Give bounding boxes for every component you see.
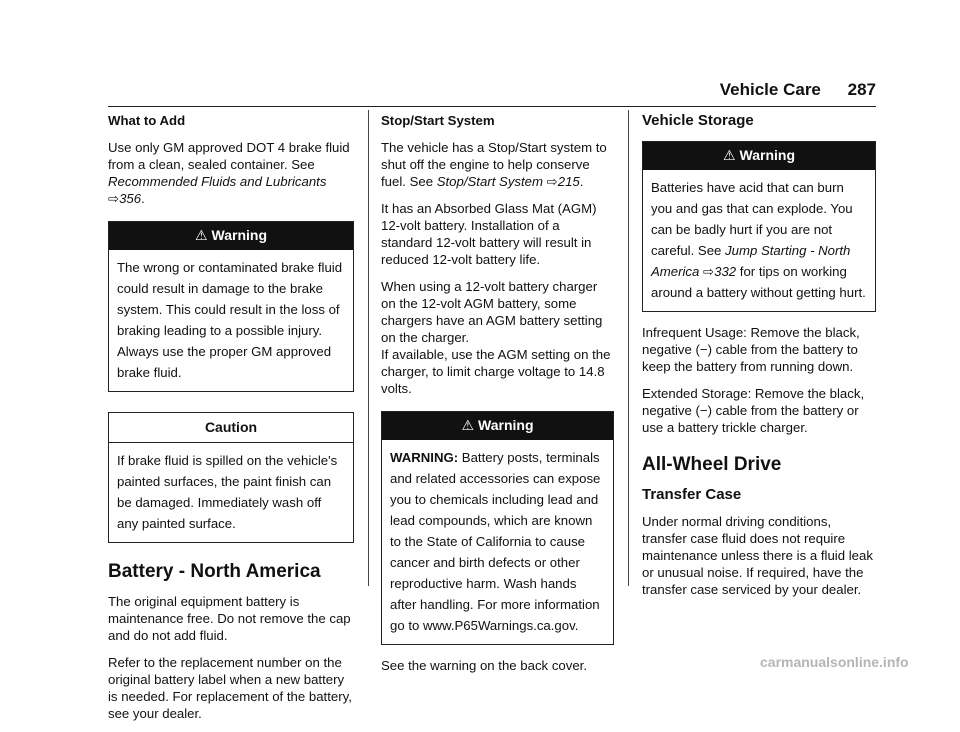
battery-paragraph-1: The original equipment battery is maintenance free. Do not remove the cap and do not add fluid.	[108, 594, 351, 643]
caution-box	[108, 412, 354, 543]
warning-header	[382, 412, 613, 440]
xref-page-215[interactable]: 215	[557, 174, 580, 189]
warning-title: Warning	[478, 417, 534, 433]
page-ref-arrow-icon: ⇨	[546, 174, 558, 189]
page-ref-arrow-icon: ⇨	[703, 264, 715, 279]
watermark: carmanualsonline.info	[760, 654, 909, 670]
infrequent-usage-paragraph: Infrequent Usage: Remove the black, negative (−) cable from the battery to keep the battery from running down.	[642, 325, 860, 374]
vehicle-storage-heading: Vehicle Storage	[642, 112, 754, 129]
xref-stop-start-system[interactable]: Stop/Start System	[436, 174, 543, 189]
charger-text-b: If available, use the AGM setting on the charger, to limit charge voltage to 14.8 volts.	[381, 347, 611, 396]
column-divider-1	[368, 110, 369, 586]
header-rule	[108, 106, 876, 107]
warning-box-prop65	[381, 411, 614, 645]
battery-section-title: Battery - North America	[108, 561, 321, 582]
caution-title: Caution	[109, 413, 353, 443]
extended-storage-paragraph: Extended Storage: Remove the black, negative (−) cable from the battery or use a battery trickle charger.	[642, 386, 865, 435]
brake-fluid-text: Use only GM approved DOT 4 brake fluid from a clean, sealed container. See	[108, 140, 350, 172]
warning-text: Batteries have acid that can burn you and gas that can explode. You can be badly hurt if you are not careful. See	[651, 180, 853, 258]
xref-recommended-fluids[interactable]: Recommended Fluids and Lubricants	[108, 174, 327, 189]
warning-triangle-icon: ⚠	[194, 227, 208, 243]
awd-section-title: All-Wheel Drive	[642, 454, 782, 475]
transfer-case-paragraph: Under normal driving conditions, transfer case fluid does not require maintenance unless there is a fluid leak or unusual noise. If required, have the transfer case serviced by your dealer.	[642, 514, 873, 597]
xref-page-356[interactable]: 356	[119, 191, 142, 206]
warning-body: The wrong or contaminated brake fluid could result in damage to the brake system. This could result in the loss of braking leading to a possible injury. Always use the proper GM approved brake fluid.	[117, 260, 343, 380]
page-header	[600, 80, 876, 100]
warning-body	[643, 170, 875, 311]
column-divider-2	[628, 110, 629, 586]
stop-start-paragraph	[381, 139, 614, 190]
brake-fluid-paragraph	[108, 139, 354, 207]
agm-paragraph: It has an Absorbed Glass Mat (AGM) 12-volt battery. Installation of a standard 12-volt battery will result in reduced 12-volt battery life.	[381, 201, 597, 267]
header-section-title: Vehicle Care	[719, 80, 821, 99]
column-2	[381, 112, 614, 684]
warning-triangle-icon: ⚠	[461, 417, 475, 433]
stop-start-text: The vehicle has a Stop/Start system to shut off the engine to help conserve fuel. See	[381, 140, 607, 189]
warning-text-end: for tips on working around a battery without getting hurt.	[651, 264, 866, 300]
xref-page-332[interactable]: 332	[714, 264, 737, 279]
battery-paragraph-2: Refer to the replacement number on the original battery label when a new battery is needed. For replacement of the battery, see your dealer.	[108, 655, 352, 721]
warning-body	[382, 440, 613, 644]
warning-lead: WARNING:	[390, 450, 459, 465]
charger-paragraph	[381, 278, 614, 397]
column-3	[642, 112, 876, 608]
period: .	[141, 191, 145, 206]
charger-text-a: When using a 12-volt battery charger on the 12-volt AGM battery, some chargers have an AGM battery setting on the charger.	[381, 279, 603, 345]
warning-title: Warning	[211, 227, 268, 243]
stop-start-heading: Stop/Start System	[381, 113, 495, 128]
warning-title: Warning	[739, 147, 796, 163]
warning-box-brake-fluid	[108, 221, 354, 392]
caution-body: If brake fluid is spilled on the vehicle's painted surfaces, the paint finish can be damaged. Immediately wash off any painted surface.	[117, 453, 338, 531]
warning-box-battery-acid	[642, 141, 876, 312]
page-number: 287	[847, 80, 876, 99]
back-cover-note: See the warning on the back cover.	[381, 658, 588, 673]
warning-header	[643, 142, 875, 170]
column-1	[108, 112, 354, 732]
warning-triangle-icon: ⚠	[722, 147, 736, 163]
period: .	[579, 174, 584, 189]
transfer-case-title: Transfer Case	[642, 486, 742, 503]
xref-jump-starting[interactable]: Jump Starting - North America	[651, 243, 851, 279]
warning-text: Battery posts, terminals and related accessories can expose you to chemicals including lead and lead compounds, which are known to the State of California to cause cancer and birth defects or other reproductive harm. Wash hands after handling. For more information go to www.P65Warnings.ca.gov.	[390, 450, 601, 633]
warning-header	[109, 222, 353, 250]
what-to-add-heading: What to Add	[108, 113, 186, 128]
page-ref-arrow-icon: ⇨	[108, 191, 120, 206]
